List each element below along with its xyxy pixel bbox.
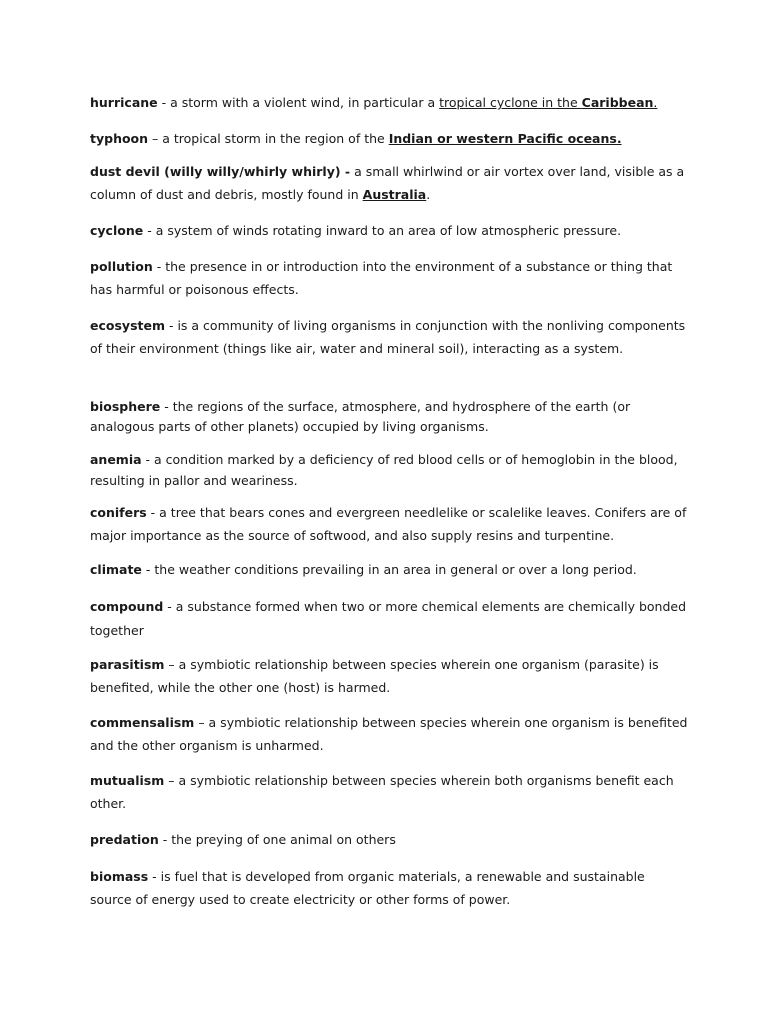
entry-hurricane: hurricane - a storm with a violent wind, in particular a tropical cyclone in the Caribbean. xyxy=(90,95,658,110)
term: predation xyxy=(90,832,159,847)
term: climate xyxy=(90,562,142,577)
term: hurricane xyxy=(90,95,158,110)
entry-ecosystem: ecosystem - is a community of living organisms in conjunction with the nonliving components of their environment (things like air, water and mineral soil), interacting as a system. xyxy=(90,318,686,356)
underlined-bold-text: Australia xyxy=(362,186,427,202)
term: typhoon xyxy=(90,131,149,146)
entry-anemia: anemia - a condition marked by a deficiency of red blood cells or of hemoglobin in the blood, resulting in pallor and weariness. xyxy=(90,452,678,488)
entry-cyclone: cyclone - a system of winds rotating inward to an area of low atmospheric pressure. xyxy=(90,223,622,238)
term: parasitism xyxy=(90,657,165,672)
term: conifers xyxy=(90,505,147,520)
underlined-bold-text: Caribbean xyxy=(581,95,654,110)
entry-mutualism: mutualism – a symbiotic relationship between species wherein both organisms benefit each other. xyxy=(90,773,674,811)
entry-conifers: conifers - a tree that bears cones and evergreen needlelike or scalelike leaves. Conifers are of major importance as the source of softwood, and also supply resins and turpentine. xyxy=(90,505,687,543)
definition: a symbiotic relationship between species wherein one organism (parasite) is benefited, while the other one (host) is harmed. xyxy=(90,657,659,695)
definition: the preying of one animal on others xyxy=(171,832,396,847)
entry-typhoon: typhoon – a tropical storm in the region of the Indian or western Pacific oceans. xyxy=(90,131,622,146)
definition: the presence in or introduction into the environment of a substance or thing that has harmful or poisonous effects. xyxy=(90,259,673,297)
underlined-text: tropical cyclone in the xyxy=(439,95,582,110)
underlined-bold-text: Indian or western Pacific oceans. xyxy=(388,131,622,146)
term: dust devil (willy willy/whirly whirly) - xyxy=(90,164,351,179)
definition: a system of winds rotating inward to an area of low atmospheric pressure. xyxy=(155,223,622,238)
definition: a condition marked by a deficiency of red blood cells or of hemoglobin in the blood, resulting in pallor and weariness. xyxy=(90,452,678,488)
definition: a tropical storm in the region of the xyxy=(162,131,389,146)
term: commensalism xyxy=(90,715,195,730)
term: pollution xyxy=(90,259,153,274)
entry-climate: climate - the weather conditions prevailing in an area in general or over a long period. xyxy=(90,562,637,577)
term: anemia xyxy=(90,452,142,467)
entry-commensalism: commensalism – a symbiotic relationship between species wherein one organism is benefited and the other organism is unharmed. xyxy=(90,715,688,753)
definition: is fuel that is developed from organic materials, a renewable and sustainable source of energy used to create electricity or other forms of power. xyxy=(90,869,645,907)
definition: a storm with a violent wind, in particular a xyxy=(170,95,440,110)
entry-parasitism: parasitism – a symbiotic relationship between species wherein one organism (parasite) is benefited, while the other one (host) is harmed. xyxy=(90,657,659,695)
definition: a small whirlwind or air vortex over land, visible as a column of dust and debris, mostly found in xyxy=(90,164,685,202)
entry-biomass: biomass - is fuel that is developed from organic materials, a renewable and sustainable source of energy used to create electricity or other forms of power. xyxy=(90,869,645,907)
term: biosphere xyxy=(90,399,161,414)
definition: the weather conditions prevailing in an area in general or over a long period. xyxy=(154,562,637,577)
term: ecosystem xyxy=(90,318,165,333)
entry-predation: predation - the preying of one animal on others xyxy=(90,832,396,847)
entry-biosphere: biosphere - the regions of the surface, atmosphere, and hydrosphere of the earth (or analogous parts of other planets) occupied by living organisms. xyxy=(90,399,631,434)
entry-dust-devil: dust devil (willy willy/whirly whirly) - a small whirlwind or air vortex over land, visible as a column of dust and debris, mostly found in Australia. xyxy=(90,164,685,202)
entry-compound: compound - a substance formed when two or more chemical elements are chemically bonded together xyxy=(90,599,687,638)
term: mutualism xyxy=(90,773,165,788)
definition: the regions of the surface, atmosphere, and hydrosphere of the earth (or analogous parts of other planets) occupied by living organisms. xyxy=(90,399,631,434)
term: biomass xyxy=(90,869,149,884)
definition: a symbiotic relationship between species wherein one organism is benefited and the other organism is unharmed. xyxy=(90,715,688,753)
term: compound xyxy=(90,599,164,614)
definition: is a community of living organisms in conjunction with the nonliving components of their environment (things like air, water and mineral soil), interacting as a system. xyxy=(90,318,686,356)
term: cyclone xyxy=(90,223,144,238)
definition: a tree that bears cones and evergreen needlelike or scalelike leaves. Conifers are of major importance as the source of softwood, and also supply resins and turpentine. xyxy=(90,505,687,543)
entry-pollution: pollution - the presence in or introduction into the environment of a substance or thing that has harmful or poisonous effects. xyxy=(90,259,673,297)
definition: a symbiotic relationship between species wherein both organisms benefit each other. xyxy=(90,773,674,811)
definition: a substance formed when two or more chemical elements are chemically bonded together xyxy=(90,599,687,638)
